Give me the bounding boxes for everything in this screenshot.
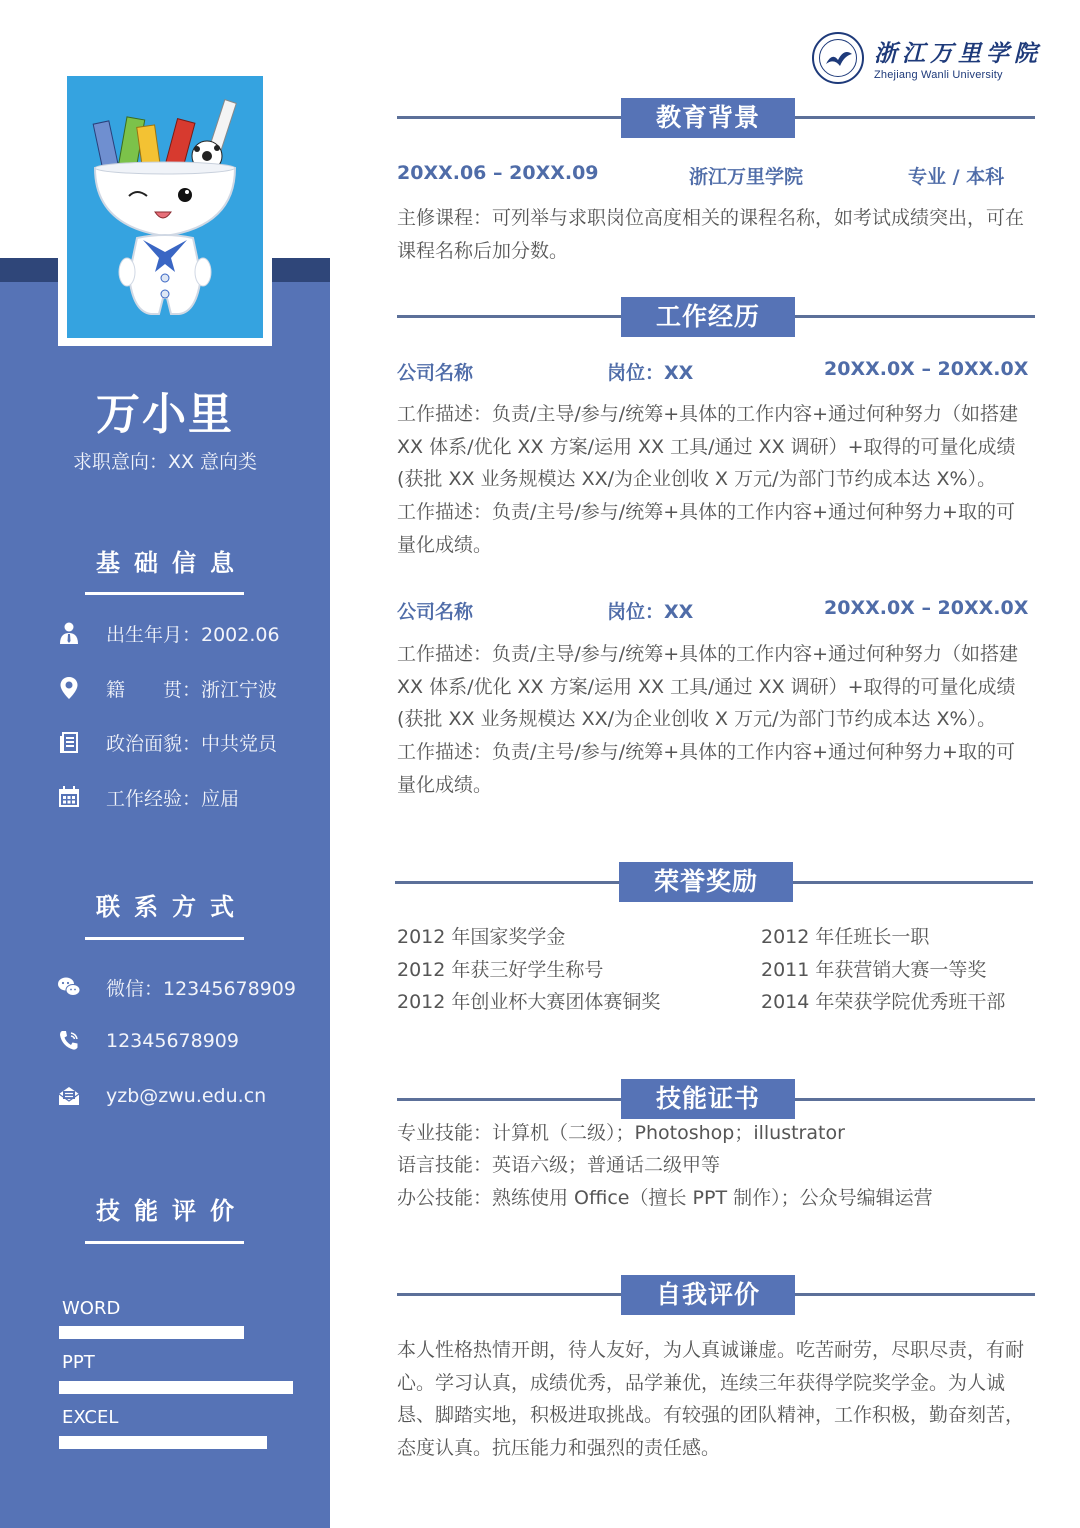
education-title: 教育背景	[621, 98, 795, 138]
university-seal-icon	[812, 32, 864, 84]
education-degree: 专业 / 本科	[908, 166, 1005, 188]
skill-label-ppt: PPT	[62, 1352, 95, 1373]
certificate-item-3: 办公技能：熟练使用 Office（擅长 PPT 制作）；公众号编辑运营	[397, 1187, 933, 1209]
education-period: 20XX.06 – 20XX.09	[397, 162, 599, 184]
basic-info-divider	[85, 592, 244, 595]
work-entry-1-period: 20XX.0X – 20XX.0X	[824, 358, 1029, 380]
honors-list	[397, 921, 1037, 1019]
certificates-title: 技能证书	[621, 1079, 795, 1119]
honor-item: 2011 年获营销大赛一等奖	[761, 958, 987, 981]
work-entry-2-company: 公司名称	[397, 601, 474, 623]
self-eval-text: 本人性格热情开朗，待人友好，为人真诚谦虚。吃苦耐劳，尽职尽责，有耐心。学习认真，成绩优秀，品学兼优，连续三年获得学院奖学金。为人诚恳、脚踏实地，积极进取挑战。有较强的团队精神，工作积极，勤奋刻苦，态度认真。抗压能力和强烈的责任感。	[397, 1339, 1025, 1459]
info-experience-text: 工作经验：应届	[106, 787, 240, 810]
info-experience	[56, 782, 239, 812]
skill-bar-ppt	[59, 1381, 293, 1394]
contact-wechat-text: 微信：12345678909	[106, 977, 296, 1000]
job-intent: 求职意向：XX 意向类	[72, 451, 258, 473]
work-entry-2-meta	[397, 597, 1029, 625]
work-entry-2-position: 岗位：XX	[607, 601, 694, 623]
basic-info-title: 基础信息	[96, 549, 248, 577]
work-entry-2-desc-1: 工作描述：负责/主导/参与/统筹+具体的工作内容+通过何种努力（如搭建XX 体系/优化 XX 方案/运用 XX 工具/通过 XX 调研）+取得的可量化成绩(获批 XX 业务规模达 XX/为企业创收 X 万元/为部门节约成本达 X%）。	[397, 643, 1019, 731]
honor-item: 2012 年创业杯大赛团体赛铜奖	[397, 991, 661, 1014]
certificate-item-1: 专业技能：计算机（二级）；Photoshop；illustrator	[397, 1122, 845, 1144]
skill-bar-word	[59, 1326, 244, 1339]
phone-icon	[56, 1028, 82, 1054]
certificate-item-2: 语言技能：英语六级；普通话二级甲等	[397, 1154, 721, 1176]
skills-rating-title: 技能评价	[96, 1197, 248, 1225]
work-entry-1-company: 公司名称	[397, 362, 474, 384]
skills-rating-divider	[85, 1241, 244, 1244]
contact-phone-text: 12345678909	[106, 1030, 239, 1052]
work-entry-2-desc-2: 工作描述：负责/主号/参与/统筹+具体的工作内容+通过何种努力+取的可量化成绩。	[397, 741, 1015, 796]
work-entry-2-period: 20XX.0X – 20XX.0X	[824, 597, 1029, 619]
location-pin-icon	[56, 675, 82, 701]
work-entry-1-desc-2: 工作描述：负责/主号/参与/统筹+具体的工作内容+通过何种努力+取的可量化成绩。	[397, 501, 1015, 556]
honor-item: 2012 年任班长一职	[761, 926, 930, 948]
university-name-cn: 浙江万里学院	[874, 40, 1042, 67]
info-hometown	[56, 673, 277, 703]
contact-title: 联系方式	[96, 893, 248, 921]
mascot-illustration-icon	[67, 76, 263, 338]
document-icon	[56, 729, 82, 755]
info-birth	[56, 618, 280, 648]
contact-email	[56, 1081, 266, 1111]
education-meta	[397, 162, 1017, 190]
contact-email-text: yzb@zwu.edu.cn	[106, 1085, 267, 1107]
candidate-name: 万小里	[96, 389, 234, 440]
honors-title: 荣誉奖励	[619, 862, 793, 902]
calendar-icon	[56, 784, 82, 810]
info-hometown-text: 籍 贯：浙江宁波	[106, 678, 278, 701]
honor-item: 2012 年国家奖学金	[397, 926, 566, 948]
education-school: 浙江万里学院	[689, 166, 804, 188]
info-political	[56, 727, 277, 757]
work-entry-1-meta	[397, 358, 1029, 386]
profile-photo	[67, 76, 263, 338]
contact-wechat	[56, 972, 296, 1002]
contact-divider	[85, 937, 244, 940]
university-logo	[812, 32, 1042, 84]
work-entry-1-position: 岗位：XX	[607, 362, 694, 384]
info-birth-text: 出生年月：2002.06	[106, 623, 280, 646]
honor-item: 2014 年荣获学院优秀班干部	[761, 991, 1006, 1014]
contact-phone	[56, 1026, 239, 1056]
education-description: 主修课程：可列举与求职岗位高度相关的课程名称，如考试成绩突出，可在课程名称后加分数。	[397, 207, 1025, 262]
skill-label-word: WORD	[62, 1298, 121, 1319]
skill-bar-excel	[59, 1436, 267, 1449]
person-icon	[56, 620, 82, 646]
info-political-text: 政治面貌：中共党员	[106, 732, 278, 755]
wechat-icon	[56, 974, 82, 1000]
skill-label-excel: EXCEL	[62, 1407, 119, 1428]
self-eval-title: 自我评价	[621, 1275, 795, 1315]
university-name-en: Zhejiang Wanli University	[874, 69, 1003, 81]
work-title: 工作经历	[621, 297, 795, 337]
work-entry-1-desc-1: 工作描述：负责/主导/参与/统筹+具体的工作内容+通过何种努力（如搭建XX 体系/优化 XX 方案/运用 XX 工具/通过 XX 调研）+取得的可量化成绩(获批 XX 业务规模达 XX/为企业创收 X 万元/为部门节约成本达 X%）。	[397, 403, 1019, 491]
email-icon	[56, 1083, 82, 1109]
honor-item: 2012 年获三好学生称号	[397, 958, 604, 981]
